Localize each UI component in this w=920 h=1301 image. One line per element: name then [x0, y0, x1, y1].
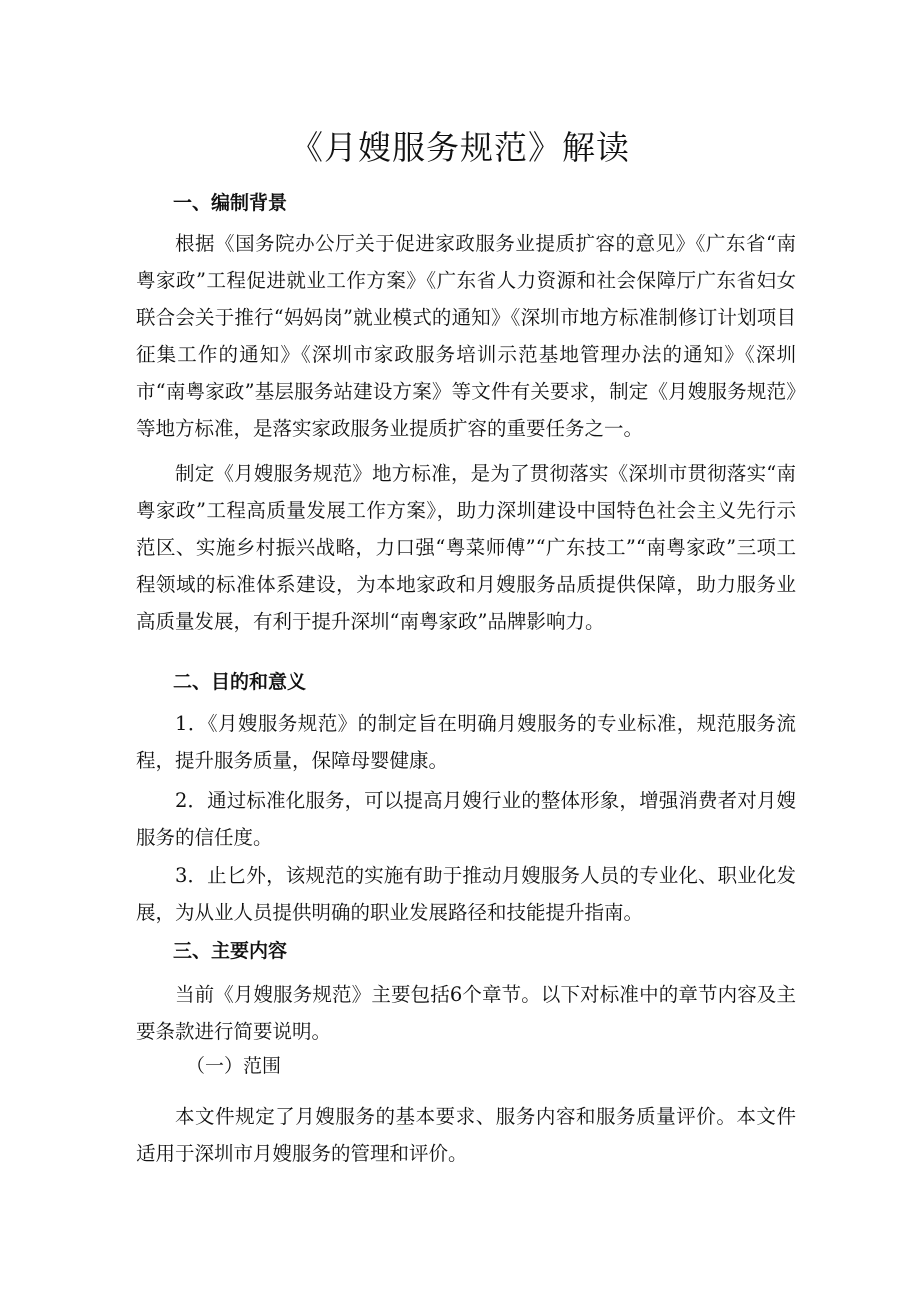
scope-paragraph: 本文件规定了月嫂服务的基本要求、服务内容和服务质量评价。本文件适用于深圳市月嫂服务的管理和评价。 — [136, 1105, 796, 1165]
section-heading-content: 三、主要内容 — [173, 940, 288, 962]
content-paragraph-1: 当前《月嫂服务规范》主要包括6个章节。以下对标准中的章节内容及主要条款进行简要说明。 — [136, 983, 796, 1043]
purpose-item-3: 3．止匕外，该规范的实施有助于推动月嫂服务人员的专业化、职业化发展，为从业人员提供明确的职业发展路径和技能提升指南。 — [136, 864, 796, 924]
subsection-heading-scope: （一）范围 — [186, 1055, 282, 1077]
document-title: 《月嫂服务规范》解读 — [290, 128, 630, 167]
purpose-item-2: 2．通过标准化服务，可以提高月嫂行业的整体形象，增强消费者对月嫂服务的信任度。 — [136, 789, 796, 849]
section-heading-background: 一、编制背景 — [173, 192, 288, 214]
background-paragraph-2: 制定《月嫂服务规范》地方标准，是为了贯彻落实《深圳市贯彻落实“南粤家政”工程高质量发展工作方案》，助力深圳建设中国特色社会主义先行示范区、实施乡村振兴战略，力口强“粤菜师傅”“广东技工”“南粤家政”三项工程领域的标准体系建设，为本地家政和月嫂服务品质提供保障，助力服务业高质量发展，有利于提升深圳“南粤家政”品牌影响力。 — [136, 462, 796, 633]
purpose-item-1: 1．《月嫂服务规范》的制定旨在明确月嫂服务的专业标准，规范服务流程，提升服务质量，保障母婴健康。 — [136, 712, 796, 772]
background-paragraph-1: 根据《国务院办公厅关于促进家政服务业提质扩容的意见》《广东省“南粤家政”工程促进就业工作方案》《广东省人力资源和社会保障厅广东省妇女联合会关于推行“妈妈岗”就业模式的通知》《深圳市地方标准制修订计划项目征集工作的通知》《深圳市家政服务培训示范基地管理办法的通知》《深圳市“南粤家政”基层服务站建设方案》等文件有关要求，制定《月嫂服务规范》等地方标准，是落实家政服务业提质扩容的重要任务之一。 — [136, 232, 796, 440]
section-heading-purpose: 二、目的和意义 — [173, 671, 307, 693]
